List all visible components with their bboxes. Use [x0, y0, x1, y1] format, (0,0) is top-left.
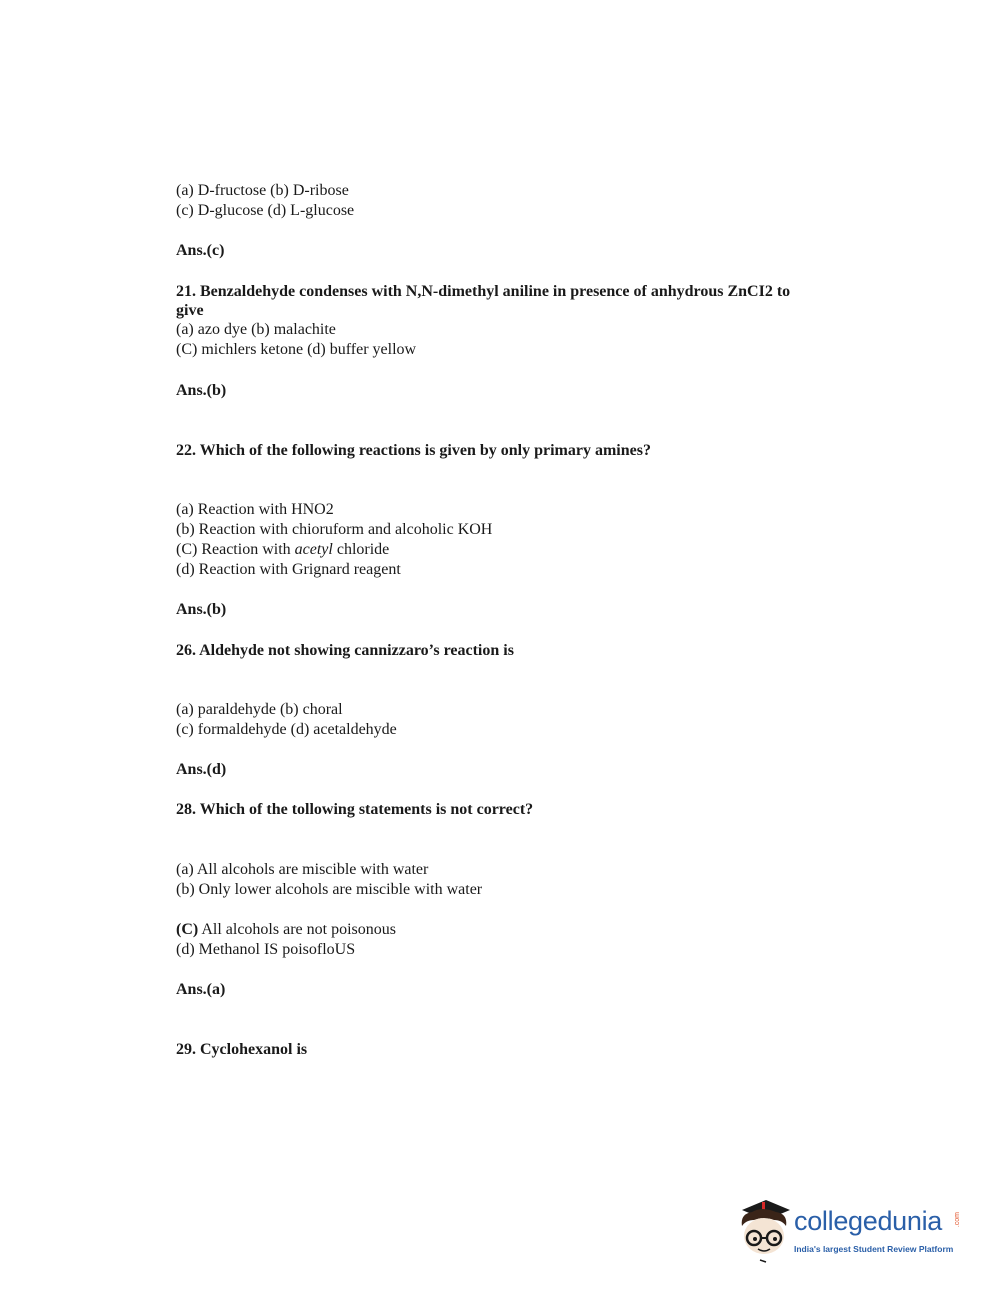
q21-question-line2: give [176, 302, 204, 319]
q28-option-d: (d) Methanol IS poisofloUS [176, 941, 356, 958]
q28-option-a: (a) All alcohols are miscible with water [176, 861, 429, 878]
q26-options-cd: (c) formaldehyde (d) acetaldehyde [176, 721, 397, 738]
q20-options-ab: (a) D-fructose (b) D-ribose [176, 182, 349, 199]
q21-options-cd: (C) michlers ketone (d) buffer yellow [176, 341, 417, 358]
q28-question: 28. Which of the tollowing statements is not correct? [176, 801, 534, 818]
q26-question: 26. Aldehyde not showing cannizzaro’s reaction is [176, 642, 514, 659]
q28-answer: Ans.(a) [176, 981, 226, 998]
q28-option-c-text: All alcohols are not poisonous [198, 921, 396, 938]
q21-question-line1: 21. Benzaldehyde condenses with N,N-dimethyl aniline in presence of anhydrous ZnCI2 to [176, 283, 791, 300]
q26-options-ab: (a) paraldehyde (b) choral [176, 701, 343, 718]
logo-domain-suffix: .com [954, 1212, 961, 1228]
q28-option-b: (b) Only lower alcohols are miscible with water [176, 881, 483, 898]
collegedunia-logo [736, 1196, 966, 1266]
q26-answer: Ans.(d) [176, 761, 227, 778]
q22-option-d: (d) Reaction with Grignard reagent [176, 561, 401, 578]
q20-answer: Ans.(c) [176, 242, 225, 259]
logo-wordmark: collegedunia [794, 1206, 943, 1236]
q22-option-c-italic: acetyl [294, 541, 333, 558]
q22-answer: Ans.(b) [176, 601, 227, 618]
q28-option-c-label: (C) [176, 921, 199, 938]
q22-option-b: (b) Reaction with chioruform and alcoholic KOH [176, 521, 493, 538]
q22-option-a: (a) Reaction with HNO2 [176, 501, 334, 518]
q21-answer: Ans.(b) [176, 382, 227, 399]
q22-question: 22. Which of the following reactions is given by only primary amines? [176, 442, 651, 459]
q22-option-c-suffix: chloride [332, 541, 390, 558]
mascot-icon [736, 1196, 794, 1266]
q20-options-cd: (c) D-glucose (d) L-glucose [176, 202, 355, 219]
q21-options-ab: (a) azo dye (b) malachite [176, 321, 336, 338]
q22-option-c [176, 540, 389, 560]
q28-option-c [176, 920, 396, 940]
logo-tagline: India's largest Student Review Platform [794, 1244, 954, 1254]
q29-question: 29. Cyclohexanol is [176, 1041, 308, 1058]
q22-option-c-prefix: (C) Reaction with [176, 541, 295, 558]
